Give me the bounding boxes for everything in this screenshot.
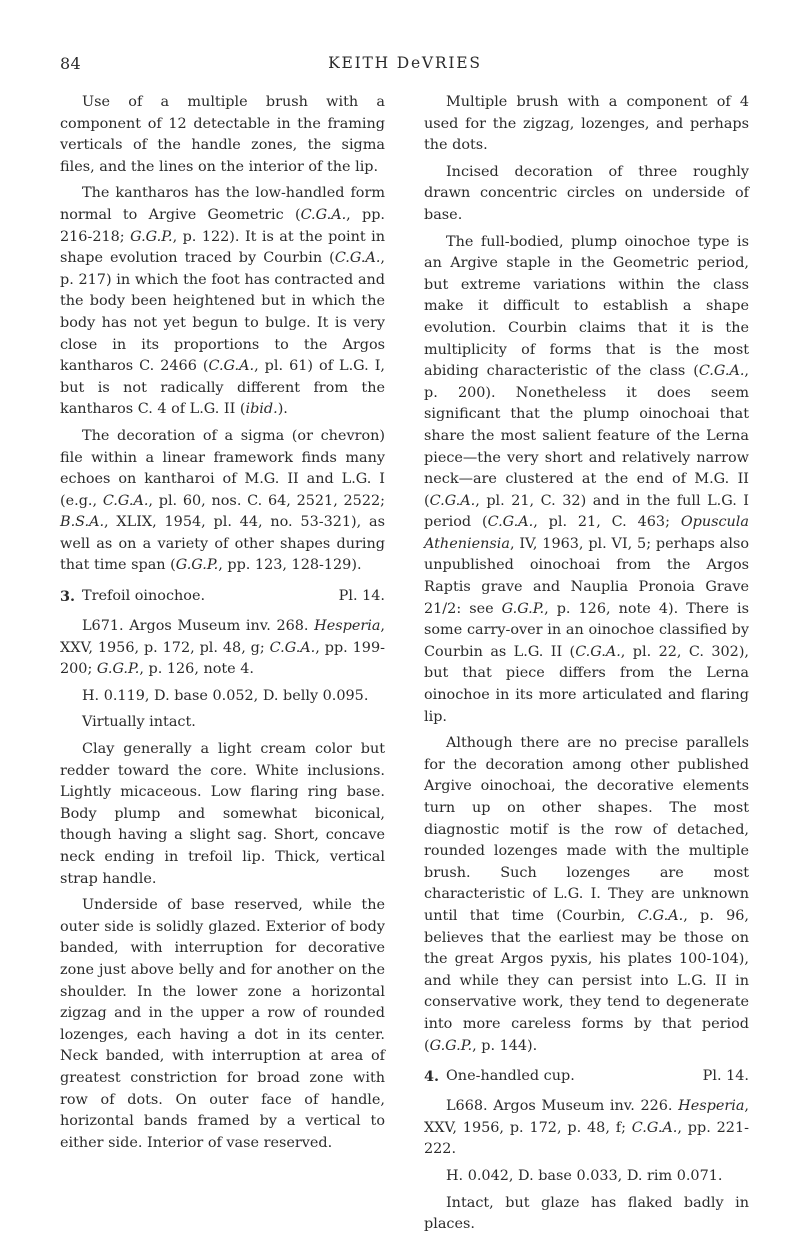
dimensions: H. 0.119, D. base 0.052, D. belly 0.095.	[82, 687, 369, 704]
section-heading-3	[60, 586, 385, 608]
page-number: 84	[60, 54, 81, 73]
paragraph: The kantharos has the low-handled form normal to Argive Geometric (C.G.A., pp. 216-218; G.G.P., p. 122). It is at the point in shape evolution traced by Courbin (C.G.A., p. 217) in which the foot has contracted and the body been heightened but in which the body has not yet begun to bulge. It is very close in its proportions to the Argos kantharos C. 2466 (C.G.A., pl. 61) of L.G. I, but is not radically different from the kantharos C. 4 of L.G. II (ibid.).	[60, 185, 385, 418]
condition: Intact, but glaze has flaked badly in places.	[424, 1194, 749, 1233]
paragraph: Incised decoration of three roughly drawn concentric circles on underside of base.	[424, 163, 749, 223]
paragraph: The full-bodied, plump oinochoe type is an Argive staple in the Geometric period, but extreme variations within the class make it difficult to establish a shape evolution. Courbin claims that it is the multiplicity of forms that is the most abiding characteristic of the class (C.G.A., p. 200). Nonetheless it does seem significant that the plump oinochoai that share the most salient feature of the Lerna piece—the very short and relatively narrow neck—are clustered at the end of M.G. II (C.G.A., pl. 21, C. 32) and in the full L.G. I period (C.G.A., pl. 21, C. 463; Opuscula Atheniensia, IV, 1963, pl. VI, 5; perhaps also unpublished oinochoai from the Argos Raptis grave and Nauplia Pronoia Grave 21/2: see G.G.P., p. 126, note 4). There is some carry-over in an oinochoe classified by Courbin as L.G. II (C.G.A., pl. 22, C. 302), but that piece differs from the Lerna oinochoe in its more articulated and flaring lip.	[424, 233, 750, 725]
section-number: 4.	[424, 1068, 440, 1086]
paragraph: Although there are no precise parallels for the decoration among other published Argive oinochoai, the decorative elements turn up on other shapes. The most diagnostic motif is the row of detached, rounded lozenges made with the multiple brush. Such lozenges are most characteristic of L.G. I. They are unknown until that time (Courbin, C.G.A., p. 96, believes that the earliest may be those on the great Argos pyxis, his plates 100-104), and while they can persist into L.G. II in conservative work, they tend to degenerate into more careless forms by that period (G.G.P., p. 144).	[424, 735, 749, 1054]
paragraph: Underside of base reserved, while the outer side is solidly glazed. Exterior of body banded, with interruption for decorative zone just above belly and for another on the shoulder. In the lower zone a horizontal zigzag and in the upper a row of rounded lozenges, each having a dot in its center. Neck banded, with interruption at area of greatest constriction for broad zone with row of dots. On outer face of handle, horizontal bands framed by a vertical to either side. Interior of vase reserved.	[60, 897, 385, 1151]
paragraph: Multiple brush with a component of 4 used for the zigzag, lozenges, and perhaps the dots.	[424, 94, 749, 154]
running-head: KEITH DeVRIES	[328, 54, 482, 72]
catalogue-entry: L671. Argos Museum inv. 268. Hesperia, XXV, 1956, p. 172, pl. 48, g; C.G.A., pp. 199-200; G.G.P., p. 126, note 4.	[60, 618, 385, 678]
paragraph: Use of a multiple brush with a component of 12 detectable in the framing verticals of the handle zones, the sigma files, and the lines on the interior of the lip.	[60, 94, 385, 175]
catalogue-entry: L668. Argos Museum inv. 226. Hesperia, XXV, 1956, p. 172, p. 48, f; C.G.A., pp. 221-222.	[424, 1098, 749, 1158]
section-title: One-handled cup.	[446, 1068, 575, 1085]
section-number: 3.	[60, 588, 76, 606]
dimensions: H. 0.042, D. base 0.033, D. rim 0.071.	[446, 1167, 723, 1184]
plate-reference: Pl. 14.	[702, 1068, 749, 1085]
left-column	[60, 92, 385, 1159]
page-header	[60, 54, 750, 76]
paragraph: The decoration of a sigma (or chevron) file within a linear framework finds many echoes on kantharoi of M.G. II and L.G. I (e.g., C.G.A., pl. 60, nos. C. 64, 2521, 2522; B.S.A., XLIX, 1954, pl. 44, no. 53-321), as well as on a variety of other shapes during that time span (G.G.P., pp. 123, 128-129).	[60, 427, 385, 574]
section-title: Trefoil oinochoe.	[82, 588, 206, 605]
section-heading-4	[424, 1066, 749, 1088]
condition: Virtually intact.	[82, 714, 196, 731]
plate-reference: Pl. 14.	[338, 588, 385, 605]
paragraph: Clay generally a light cream color but redder toward the core. White inclusions. Lightly micaceous. Low flaring ring base. Body plump and somewhat biconical, though having a slight sag. Short, concave neck ending in trefoil lip. Thick, vertical strap handle.	[60, 741, 385, 887]
right-column	[424, 92, 749, 1241]
